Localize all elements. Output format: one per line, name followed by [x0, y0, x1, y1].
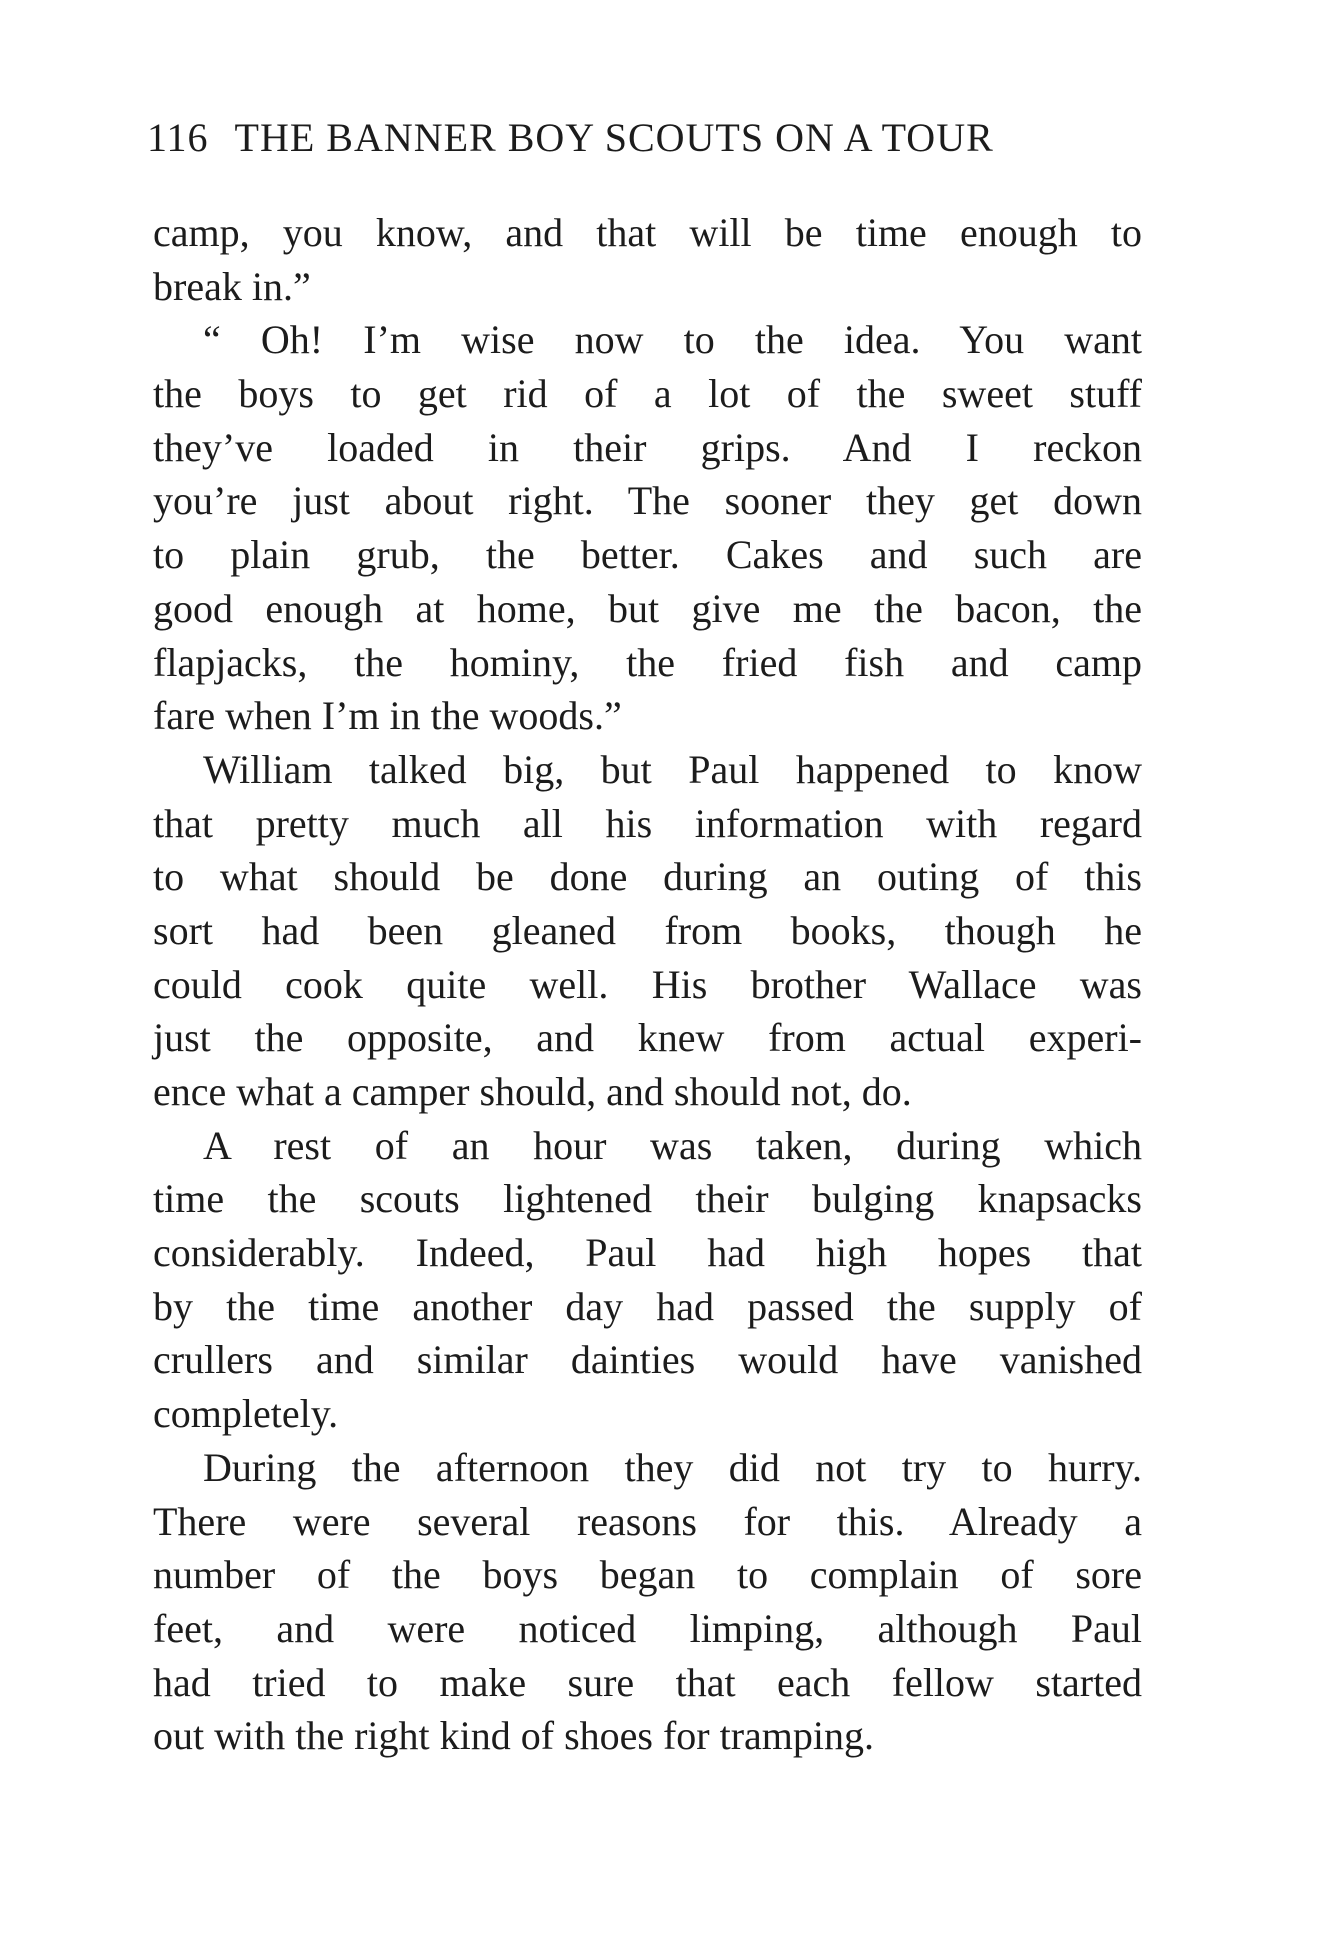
text-line: feet, and were noticed limping, although Paul — [153, 1605, 1142, 1651]
text-line: the boys to get rid of a lot of the sweet stuff — [153, 371, 1142, 417]
text-line: considerably. Indeed, Paul had high hopes that — [153, 1230, 1142, 1276]
body-text — [153, 206, 1142, 1763]
text-line: you’re just about right. The sooner they get down — [153, 478, 1142, 524]
text-line: flapjacks, the hominy, the fried fish and camp — [153, 639, 1142, 685]
text-line: break in.” — [153, 263, 311, 309]
text-line: could cook quite well. His brother Wallace was — [153, 961, 1142, 1007]
page-number: 116 — [147, 115, 209, 160]
text-line: just the opposite, and knew from actual experi- — [153, 1015, 1142, 1061]
text-line: to plain grub, the better. Cakes and such are — [153, 532, 1142, 578]
text-line: to what should be done during an outing of this — [153, 854, 1142, 900]
text-line: There were several reasons for this. Already a — [153, 1498, 1142, 1544]
text-line: good enough at home, but give me the bacon, the — [153, 585, 1142, 631]
text-line: crullers and similar dainties would have vanished — [153, 1337, 1142, 1383]
text-line: out with the right kind of shoes for tramping. — [153, 1713, 875, 1759]
text-line: During the afternoon they did not try to hurry. — [203, 1444, 1142, 1490]
text-line: completely. — [153, 1391, 339, 1437]
text-line: time the scouts lightened their bulging knapsacks — [153, 1176, 1142, 1222]
text-line: they’ve loaded in their grips. And I reckon — [153, 424, 1142, 470]
text-line: camp, you know, and that will be time enough to — [153, 210, 1142, 255]
text-line: sort had been gleaned from books, though he — [153, 907, 1142, 953]
running-head — [147, 115, 1147, 160]
text-line: William talked big, but Paul happened to know — [203, 746, 1142, 792]
text-line: A rest of an hour was taken, during which — [203, 1122, 1142, 1168]
text-line: fare when I’m in the woods.” — [153, 693, 622, 739]
text-line: “ Oh! I’m wise now to the idea. You want — [203, 317, 1142, 363]
text-line: ence what a camper should, and should not, do. — [153, 1069, 912, 1114]
text-line: that pretty much all his information with regard — [153, 800, 1142, 846]
text-line: number of the boys began to complain of sore — [153, 1552, 1142, 1598]
book-title: THE BANNER BOY SCOUTS ON A TOUR — [234, 115, 994, 160]
text-line: had tried to make sure that each fellow started — [153, 1659, 1142, 1705]
text-line: by the time another day had passed the supply of — [153, 1283, 1142, 1329]
